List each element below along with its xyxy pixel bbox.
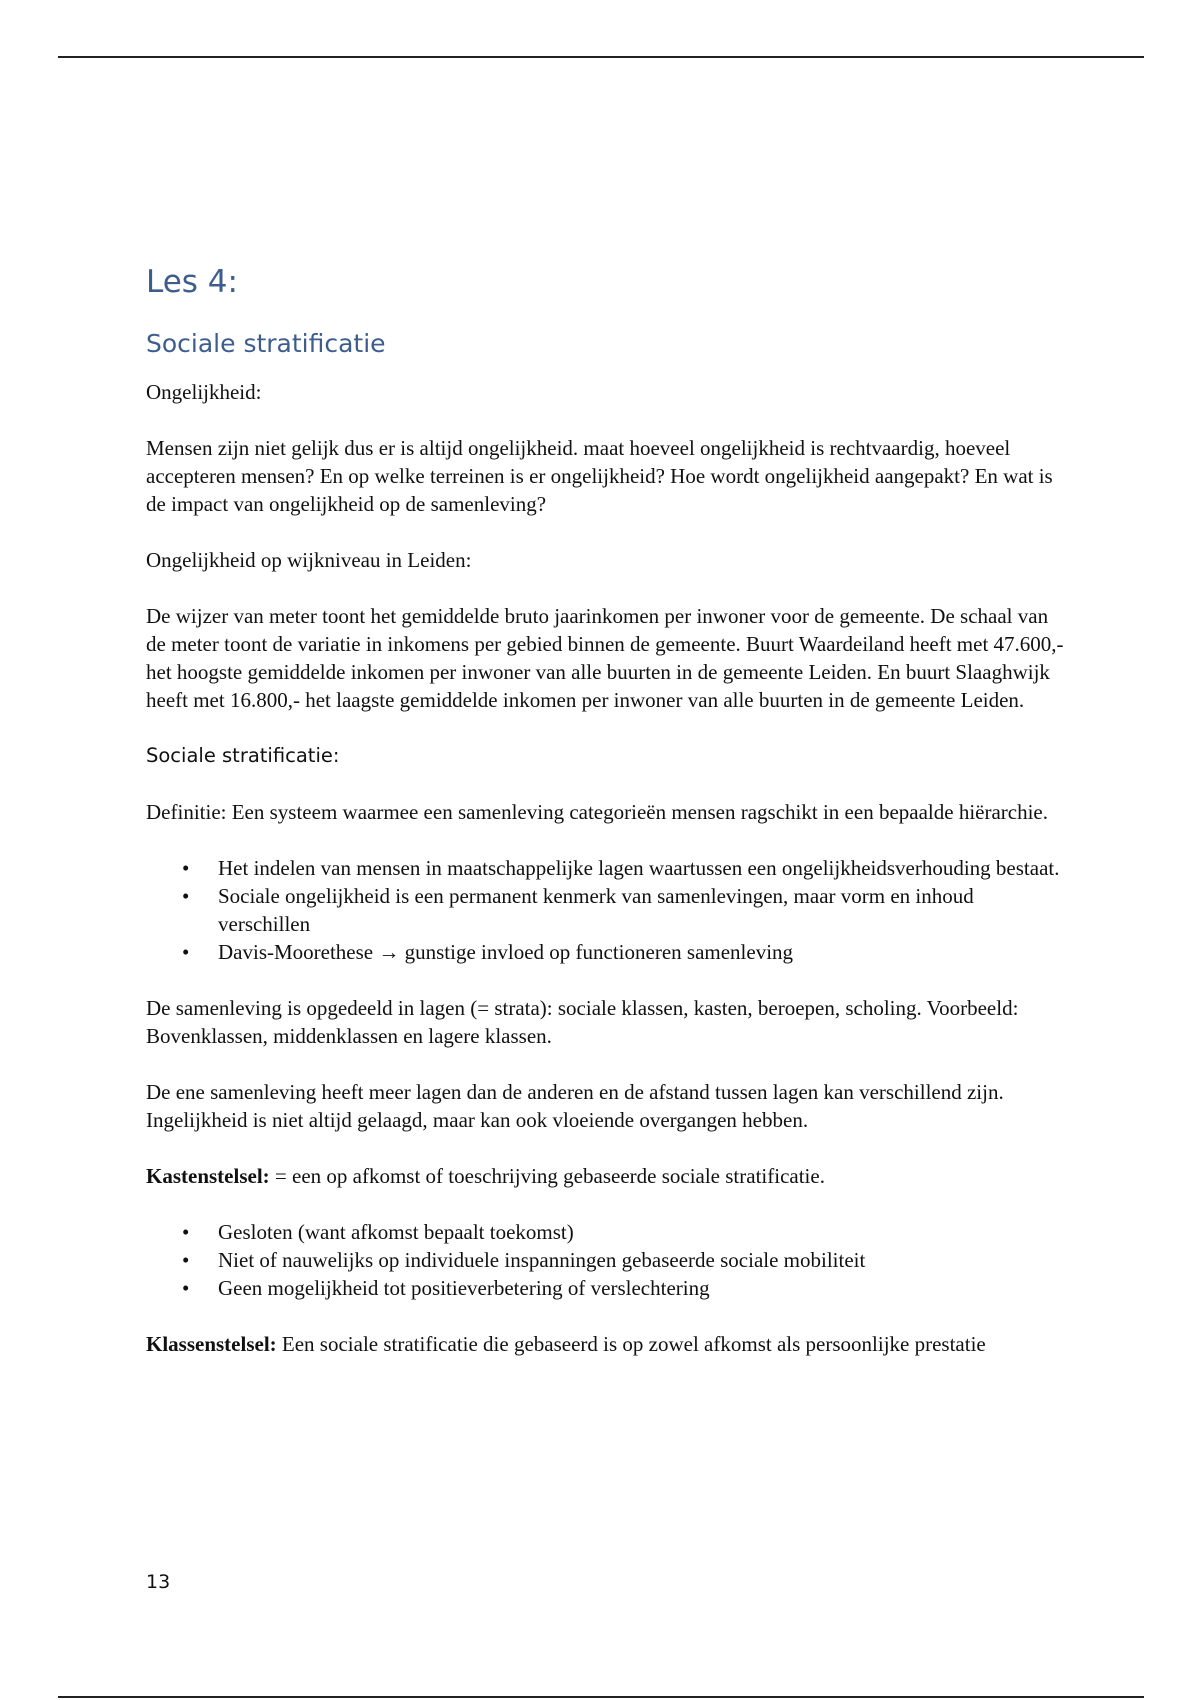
wijkniveau-paragraph: De wijzer van meter toont het gemiddelde bruto jaarinkomen per inwoner voor de gemeente. De schaal van de meter toont de variatie in inkomens per gebied binnen de gemeente. Buurt Waardeiland heeft met 47.600,- het hoogste gemiddelde inkomen per inwoner van alle buurten in de gemeente Leiden. En buurt Slaaghwijk heeft met 16.800,- het laagste gemiddelde inkomen per inwoner van alle buurten in de gemeente Leiden. [146,604,1064,712]
definitie-paragraph: Definitie: Een systeem waarmee een samenleving categorieën mensen ragschikt in een bepaalde hiërarchie. [146,800,1049,824]
page-content [146,262,1066,1386]
bullet-icon: • [182,856,190,880]
list-item [182,938,1066,966]
list-item-text: Sociale ongelijkheid is een permanent kenmerk van samenlevingen, maar vorm en inhoud verschillen [218,884,974,936]
list-item [182,1218,1066,1246]
ongelijkheid-label: Ongelijkheid: [146,380,262,404]
stratificatie-label: Sociale stratificatie: [146,744,340,767]
list-item [182,854,1066,882]
klassenstelsel-term: Klassenstelsel: [146,1332,277,1356]
list-item-text: Niet of nauwelijks op individuele inspanningen gebaseerde sociale mobiliteit [218,1248,866,1272]
klassenstelsel-definition: Een sociale stratificatie die gebaseerd is op zowel afkomst als persoonlijke prestatie [276,1332,986,1356]
header-rule [58,56,1144,58]
list-item-text: Davis-Moorethese → gunstige invloed op functioneren samenleving [218,940,794,964]
wijkniveau-label: Ongelijkheid op wijkniveau in Leiden: [146,548,472,572]
kasten-list [146,1218,1066,1302]
bullet-icon: • [182,1276,190,1300]
footer-rule [58,1696,1144,1698]
kastenstelsel-definition: = een op afkomst of toeschrijving gebaseerde sociale stratificatie. [269,1164,825,1188]
list-item [182,1246,1066,1274]
list-item-text: Gesloten (want afkomst bepaalt toekomst) [218,1220,574,1244]
ongelijkheid-paragraph: Mensen zijn niet gelijk dus er is altijd ongelijkheid. maat hoeveel ongelijkheid is rechtvaardig, hoeveel accepteren mensen? En op welke terreinen is er ongelijkheid? Hoe wordt ongelijkheid aangepakt? En wat is de impact van ongelijkheid op de samenleving? [146,436,1053,516]
afstand-paragraph: De ene samenleving heeft meer lagen dan de anderen en de afstand tussen lagen kan verschillend zijn. Ingelijkheid is niet altijd gelaagd, maar kan ook vloeiende overgangen hebben. [146,1080,1004,1132]
lesson-heading: Les 4: [146,264,238,300]
bullet-icon: • [182,884,190,908]
bullet-icon: • [182,1220,190,1244]
list-item-text: Het indelen van mensen in maatschappelijke lagen waartussen een ongelijkheidsverhouding bestaat. [218,856,1060,880]
lagen-paragraph: De samenleving is opgedeeld in lagen (= strata): sociale klassen, kasten, beroepen, scholing. Voorbeeld: Bovenklassen, middenklassen en lagere klassen. [146,996,1019,1048]
page-number: 13 [146,1571,171,1593]
bullet-icon: • [182,1248,190,1272]
list-item [182,1274,1066,1302]
kastenstelsel-paragraph [146,1162,1066,1190]
bullet-icon: • [182,940,190,964]
kastenstelsel-term: Kastenstelsel: [146,1164,270,1188]
list-item-text: Geen mogelijkheid tot positieverbetering of verslechtering [218,1276,710,1300]
stratificatie-list [146,854,1066,966]
list-item [182,882,1066,938]
section-heading: Sociale stratificatie [146,329,386,358]
klassenstelsel-paragraph [146,1330,1066,1358]
